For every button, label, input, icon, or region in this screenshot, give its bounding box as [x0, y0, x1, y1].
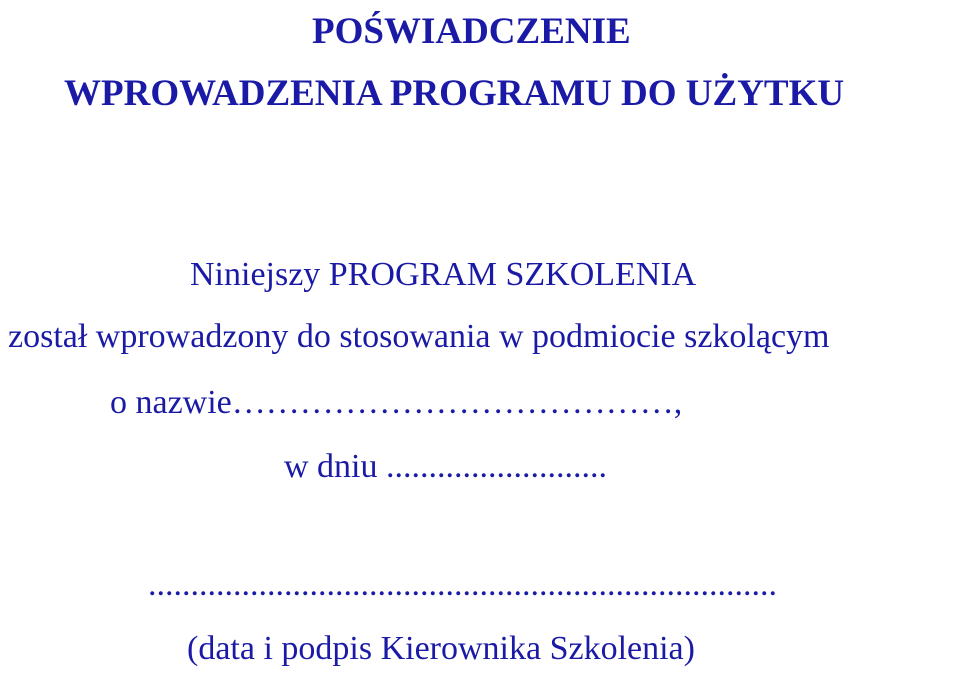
- program-statement: Niniejszy PROGRAM SZKOLENIA: [190, 256, 697, 293]
- document-subtitle: WPROWADZENIA PROGRAMU DO UŻYTKU: [64, 73, 845, 114]
- date-field: w dniu ..........................: [284, 448, 607, 485]
- signature-line: ..........................................................................: [148, 566, 777, 603]
- introduction-statement: został wprowadzony do stosowania w podmiocie szkolącym: [8, 318, 830, 355]
- signature-caption: (data i podpis Kierownika Szkolenia): [187, 630, 695, 667]
- document-title: POŚWIADCZENIE: [312, 11, 631, 52]
- entity-name-field: o nazwie…………………………………,: [110, 384, 683, 421]
